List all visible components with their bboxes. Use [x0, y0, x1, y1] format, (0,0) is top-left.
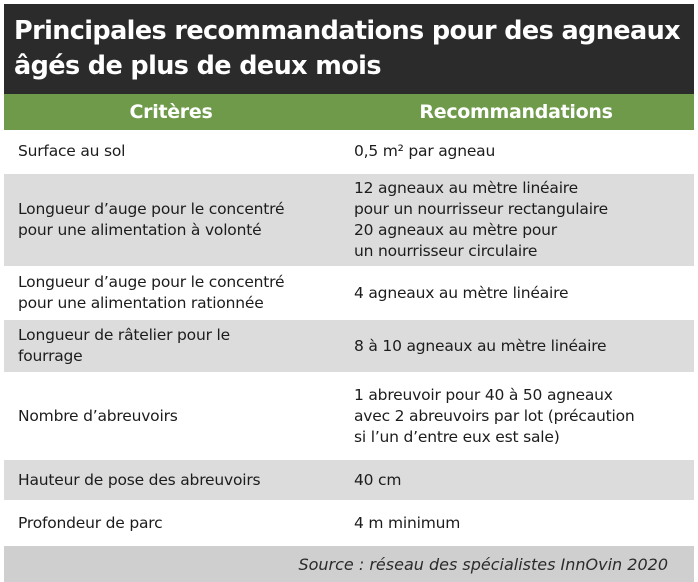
recommendation-line: 1 abreuvoir pour 40 à 50 agneaux: [354, 385, 613, 404]
recommendation-line: 20 agneaux au mètre pour: [354, 221, 557, 239]
criterion-cell: [4, 460, 338, 500]
table-row: [4, 374, 694, 460]
page-title: [4, 4, 694, 94]
table-body: [4, 130, 694, 546]
criterion-cell: [4, 130, 338, 172]
recommendation-line: si l’un d’entre eux est sale): [354, 427, 560, 446]
source-footer: [4, 546, 694, 582]
recommendation-line: un nourrisseur circulaire: [354, 242, 538, 260]
table-row: [4, 268, 694, 320]
criterion-cell: [4, 374, 338, 458]
criterion-line: Nombre d’abreuvoirs: [18, 406, 178, 425]
criterion-line: Longueur d’auge pour le concentré: [18, 200, 285, 218]
recommendation-cell: [338, 502, 694, 544]
recommendation-cell: [338, 130, 694, 172]
column-header-recommendations: Recommandations: [419, 101, 613, 123]
criterion-line: Hauteur de pose des abreuvoirs: [18, 470, 261, 489]
table-row: [4, 130, 694, 174]
recommendation-cell: [338, 320, 694, 372]
criterion-cell: [4, 502, 338, 544]
criterion-cell: [4, 320, 338, 372]
recommendation-cell: [338, 460, 694, 500]
table-header: [4, 94, 694, 130]
column-header-criteria: Critères: [129, 101, 213, 123]
recommendation-line: 12 agneaux au mètre linéaire: [354, 179, 578, 197]
criterion-line: Profondeur de parc: [18, 513, 163, 532]
title-line-2: âgés de plus de deux mois: [14, 51, 381, 81]
recommendation-line: 8 à 10 agneaux au mètre linéaire: [354, 336, 607, 355]
table-row: [4, 174, 694, 268]
source-text: Source : réseau des spécialistes InnOvin 2020: [298, 554, 668, 574]
recommendation-line: 0,5 m² par agneau: [354, 141, 496, 160]
criterion-cell: [4, 174, 338, 266]
criterion-line: pour une alimentation à volonté: [18, 221, 262, 239]
criterion-line: Surface au sol: [18, 141, 126, 160]
table-row: [4, 502, 694, 546]
recommendation-line: 40 cm: [354, 470, 402, 489]
recommendation-line: pour un nourrisseur rectangulaire: [354, 200, 608, 218]
criterion-cell: [4, 268, 338, 318]
table-row: [4, 460, 694, 502]
title-line-1: Principales recommandations pour des agneaux: [14, 16, 680, 46]
table-row: [4, 320, 694, 374]
recommendation-line: 4 agneaux au mètre linéaire: [354, 283, 569, 302]
criterion-line: pour une alimentation rationnée: [18, 294, 264, 312]
recommendations-card: [4, 4, 694, 572]
recommendation-line: 4 m minimum: [354, 513, 461, 532]
criterion-line: Longueur de râtelier pour le: [18, 326, 230, 344]
recommendation-line: avec 2 abreuvoirs par lot (précaution: [354, 406, 635, 425]
criterion-line: Longueur d’auge pour le concentré: [18, 273, 285, 291]
recommendation-cell: [338, 374, 694, 458]
recommendation-cell: [338, 268, 694, 318]
recommendation-cell: [338, 174, 694, 266]
criterion-line: fourrage: [18, 347, 83, 365]
